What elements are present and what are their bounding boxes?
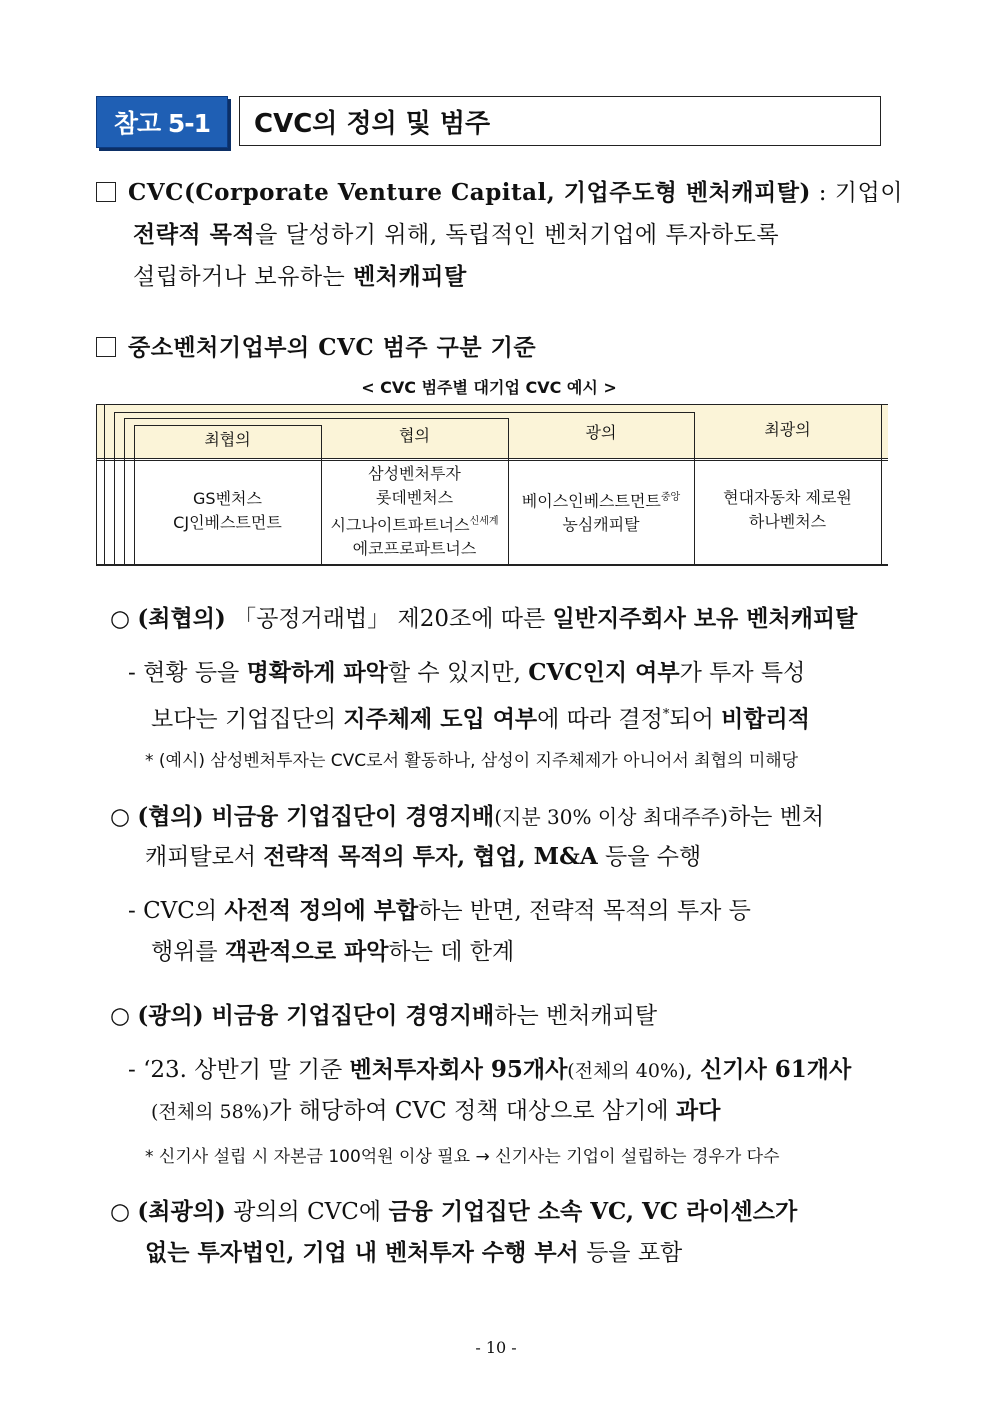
cell-broad: 베이스인베스트먼트$^{중앙}$ 농심캐피탈 <box>521 491 681 535</box>
cell-broadest: 현대자동차 제로원 하나벤처스 <box>723 488 852 531</box>
bullet-broad: ○ (광의) 비금융 기업집단이 경영지배하는 벤처캐피탈 <box>110 1002 658 1029</box>
page-number: - 10 - <box>475 1338 517 1357</box>
checkbox-square-icon <box>96 337 116 357</box>
footnote: * 신기사 설립 시 자본금 100억원 이상 필요 → 신기사는 기업이 설립하는 경우가 다수 <box>145 1147 780 1167</box>
reference-label: 참고 5-1 <box>96 96 228 148</box>
circle-bullet-icon: ○ <box>110 804 131 830</box>
bullet-narrowest: ○ (최협의) 「공정거래법」 제20조에 따른 일반지주회사 보유 벤처캐피탈 <box>110 605 858 632</box>
checkbox-square-icon <box>96 182 116 202</box>
table-caption: < CVC 범주별 대기업 CVC 예시 > <box>361 378 617 397</box>
header-narrow: 협의 <box>399 426 430 445</box>
circle-bullet-icon: ○ <box>110 606 131 632</box>
def-text: 을 달성하기 위해, 독립적인 벤처기업에 투자하도록 <box>255 222 780 248</box>
page-title: CVC의 정의 및 범주 <box>239 96 881 146</box>
header-broad: 광의 <box>585 423 617 442</box>
section-definition <box>96 172 903 298</box>
bullet-narrow: ○ (협의) 비금융 기업집단이 경영지배(지분 30% 이상 최대주주)하는 벤처 <box>110 803 825 830</box>
def-bold: 전략적 목적 <box>133 221 256 248</box>
section-title: 중소벤처기업부의 CVC 범주 구분 기준 <box>128 334 537 361</box>
cell-narrowest: GS벤처스 CJ인베스트먼트 <box>173 489 282 532</box>
def-text: 설립하거나 보유하는 <box>133 264 354 290</box>
def-bold: 벤처캐피탈 <box>353 263 467 290</box>
header-broadest: 최광의 <box>764 420 811 439</box>
sub-point: - 현황 등을 명확하게 파악할 수 있지만, CVC인지 여부가 투자 특성 <box>128 659 806 686</box>
cvc-term: CVC(Corporate Venture Capital, 기업주도형 벤처캐피탈) <box>128 179 811 206</box>
sub-point-cont: 행위를 객관적으로 파악하는 데 한계 <box>151 938 515 965</box>
sub-point-cont: (전체의 58%)가 해당하여 CVC 정책 대상으로 삼기에 과다 <box>151 1097 721 1124</box>
circle-bullet-icon: ○ <box>110 1199 131 1225</box>
section-category <box>96 327 896 369</box>
cell-narrow: 삼성벤처투자 롯데벤처스 시그나이트파트너스$^{신세계}$ 에코프로파트너스 <box>330 464 499 559</box>
bullet-broadest: ○ (최광의) 광의의 CVC에 금융 기업집단 소속 VC, VC 라이센스가 <box>110 1198 798 1225</box>
def-text: : 기업이 <box>810 180 903 206</box>
footnote: * (예시) 삼성벤처투자는 CVC로서 활동하나, 삼성이 지주체제가 아니어서 최협의 미해당 <box>145 751 799 771</box>
circle-bullet-icon: ○ <box>110 1003 131 1029</box>
sub-point-cont: 보다는 기업집단의 지주체제 도입 여부에 따라 결정*되어 비합리적 <box>151 705 810 733</box>
cvc-category-table <box>96 404 888 566</box>
bullet-broadest-cont: 없는 투자법인, 기업 내 벤처투자 수행 부서 등을 포함 <box>145 1239 683 1266</box>
bullet-narrow-cont: 캐피탈로서 전략적 목적의 투자, 협업, M&A 등을 수행 <box>145 843 702 870</box>
header-narrowest: 최협의 <box>204 430 251 449</box>
sub-point: - ‘23. 상반기 말 기준 벤처투자회사 95개사(전체의 40%), 신기사 61개사 <box>128 1056 852 1083</box>
sub-point: - CVC의 사전적 정의에 부합하는 반면, 전략적 목적의 투자 등 <box>128 897 751 924</box>
